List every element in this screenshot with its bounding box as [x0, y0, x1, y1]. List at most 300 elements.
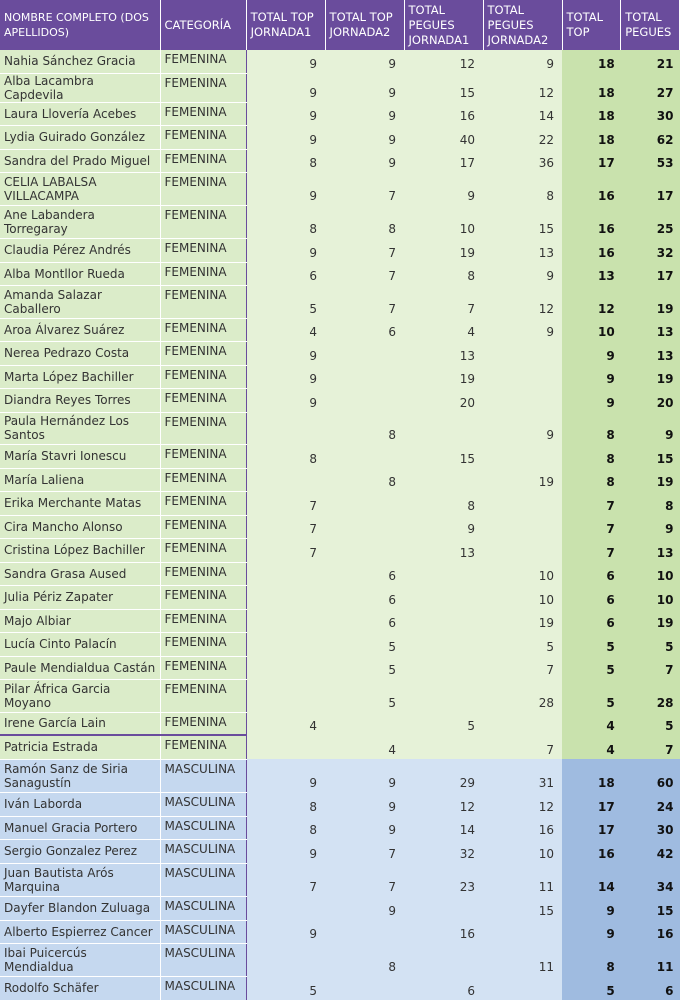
- pegues-jornada2: 19: [483, 468, 562, 491]
- top-jornada1: 7: [246, 538, 325, 562]
- player-name: Diandra Reyes Torres: [0, 388, 160, 412]
- pegues-jornada2: [483, 515, 562, 538]
- total-pegues: 53: [621, 149, 680, 172]
- player-name: Lucía Cinto Palacín: [0, 632, 160, 656]
- top-jornada1: 5: [246, 976, 325, 1000]
- table-row: [0, 262, 680, 285]
- total-top: 18: [562, 102, 621, 125]
- pegues-jornada2: [483, 712, 562, 735]
- table-row: [0, 839, 680, 863]
- pegues-jornada2: 12: [483, 73, 562, 102]
- top-jornada2: [325, 712, 404, 735]
- pegues-jornada2: [483, 388, 562, 412]
- table-row: [0, 205, 680, 238]
- total-pegues: 15: [621, 444, 680, 468]
- pegues-jornada1: [404, 896, 483, 920]
- top-jornada1: 7: [246, 515, 325, 538]
- pegues-jornada1: 12: [404, 792, 483, 816]
- top-jornada2: [325, 538, 404, 562]
- pegues-jornada1: 20: [404, 388, 483, 412]
- player-name: Cristina López Bachiller: [0, 538, 160, 562]
- player-name: Lydia Guirado González: [0, 125, 160, 149]
- player-category: MASCULINA: [160, 759, 246, 792]
- top-jornada2: 9: [325, 50, 404, 73]
- total-top: 9: [562, 920, 621, 943]
- total-top: 16: [562, 172, 621, 205]
- pegues-jornada2: [483, 444, 562, 468]
- total-top: 12: [562, 285, 621, 318]
- pegues-jornada1: 9: [404, 172, 483, 205]
- top-jornada1: 7: [246, 863, 325, 896]
- table-row: [0, 515, 680, 538]
- pegues-jornada1: [404, 412, 483, 444]
- pegues-jornada1: 10: [404, 205, 483, 238]
- header-categoria: CATEGORÍA: [160, 0, 246, 50]
- pegues-jornada2: [483, 365, 562, 388]
- top-jornada1: [246, 632, 325, 656]
- player-category: FEMENINA: [160, 712, 246, 735]
- pegues-jornada1: [404, 562, 483, 585]
- pegues-jornada2: 15: [483, 896, 562, 920]
- pegues-jornada2: 5: [483, 632, 562, 656]
- pegues-jornada1: 19: [404, 238, 483, 262]
- pegues-jornada2: [483, 976, 562, 1000]
- pegues-jornada1: 16: [404, 920, 483, 943]
- table-row: [0, 816, 680, 839]
- table-row: [0, 538, 680, 562]
- table-row: [0, 50, 680, 73]
- pegues-jornada2: 15: [483, 205, 562, 238]
- total-pegues: 19: [621, 285, 680, 318]
- player-category: FEMENINA: [160, 735, 246, 759]
- table-row: [0, 149, 680, 172]
- table-row: [0, 632, 680, 656]
- top-jornada2: 7: [325, 863, 404, 896]
- total-pegues: 62: [621, 125, 680, 149]
- table-row: [0, 285, 680, 318]
- player-name: Sergio Gonzalez Perez: [0, 839, 160, 863]
- pegues-jornada2: 36: [483, 149, 562, 172]
- table-row: [0, 609, 680, 632]
- top-jornada1: [246, 656, 325, 679]
- total-top: 9: [562, 896, 621, 920]
- total-pegues: 11: [621, 943, 680, 976]
- player-name: Aroa Álvarez Suárez: [0, 318, 160, 341]
- pegues-jornada2: 16: [483, 816, 562, 839]
- pegues-jornada1: 6: [404, 976, 483, 1000]
- player-category: FEMENINA: [160, 341, 246, 365]
- player-category: FEMENINA: [160, 515, 246, 538]
- total-pegues: 25: [621, 205, 680, 238]
- top-jornada1: [246, 585, 325, 609]
- top-jornada2: 9: [325, 896, 404, 920]
- pegues-jornada2: 12: [483, 792, 562, 816]
- pegues-jornada2: 12: [483, 285, 562, 318]
- total-pegues: 5: [621, 712, 680, 735]
- top-jornada2: 5: [325, 656, 404, 679]
- pegues-jornada1: 23: [404, 863, 483, 896]
- player-name: Ibai Puicercús Mendialdua: [0, 943, 160, 976]
- player-name: Laura Llovería Acebes: [0, 102, 160, 125]
- top-jornada2: [325, 444, 404, 468]
- top-jornada1: 9: [246, 102, 325, 125]
- total-top: 13: [562, 262, 621, 285]
- table-row: [0, 656, 680, 679]
- player-name: Ane Labandera Torregaray: [0, 205, 160, 238]
- top-jornada1: 9: [246, 839, 325, 863]
- player-name: Julia Périz Zapater: [0, 585, 160, 609]
- top-jornada1: 8: [246, 205, 325, 238]
- player-category: FEMENINA: [160, 149, 246, 172]
- pegues-jornada2: 13: [483, 238, 562, 262]
- table-row: [0, 735, 680, 759]
- player-name: Alberto Espierrez Cancer: [0, 920, 160, 943]
- table-row: [0, 102, 680, 125]
- top-jornada2: 6: [325, 318, 404, 341]
- top-jornada2: [325, 365, 404, 388]
- player-name: Erika Merchante Matas: [0, 491, 160, 515]
- pegues-jornada2: 31: [483, 759, 562, 792]
- top-jornada1: [246, 412, 325, 444]
- player-name: Alba Lacambra Capdevila: [0, 73, 160, 102]
- table-row: [0, 759, 680, 792]
- table-row: [0, 341, 680, 365]
- header-top-j2: TOTAL TOP JORNADA2: [325, 0, 404, 50]
- pegues-jornada2: 11: [483, 863, 562, 896]
- player-category: MASCULINA: [160, 816, 246, 839]
- pegues-jornada2: 10: [483, 585, 562, 609]
- pegues-jornada2: 8: [483, 172, 562, 205]
- pegues-jornada1: 29: [404, 759, 483, 792]
- table-row: [0, 920, 680, 943]
- table-row: [0, 412, 680, 444]
- total-top: 6: [562, 562, 621, 585]
- pegues-jornada1: 13: [404, 341, 483, 365]
- total-pegues: 17: [621, 172, 680, 205]
- pegues-jornada1: [404, 735, 483, 759]
- pegues-jornada2: 9: [483, 412, 562, 444]
- pegues-jornada1: [404, 632, 483, 656]
- top-jornada2: 7: [325, 238, 404, 262]
- pegues-jornada1: 16: [404, 102, 483, 125]
- player-name: Majo Albiar: [0, 609, 160, 632]
- total-top: 8: [562, 943, 621, 976]
- table-row: [0, 792, 680, 816]
- pegues-jornada1: 9: [404, 515, 483, 538]
- table-row: [0, 73, 680, 102]
- player-category: FEMENINA: [160, 491, 246, 515]
- total-pegues: 21: [621, 50, 680, 73]
- pegues-jornada1: 40: [404, 125, 483, 149]
- total-pegues: 17: [621, 262, 680, 285]
- top-jornada1: [246, 679, 325, 712]
- player-category: FEMENINA: [160, 285, 246, 318]
- table-body: [0, 50, 680, 1000]
- table-row: [0, 468, 680, 491]
- total-pegues: 19: [621, 609, 680, 632]
- player-category: MASCULINA: [160, 839, 246, 863]
- total-pegues: 13: [621, 538, 680, 562]
- table-row: [0, 562, 680, 585]
- player-name: Iván Laborda: [0, 792, 160, 816]
- top-jornada1: 4: [246, 318, 325, 341]
- table-row: [0, 444, 680, 468]
- header-row: [0, 0, 680, 50]
- player-category: FEMENINA: [160, 538, 246, 562]
- player-category: FEMENINA: [160, 562, 246, 585]
- player-name: Paula Hernández Los Santos: [0, 412, 160, 444]
- pegues-jornada2: 22: [483, 125, 562, 149]
- total-top: 5: [562, 679, 621, 712]
- player-name: Rodolfo Schäfer: [0, 976, 160, 1000]
- pegues-jornada1: 8: [404, 491, 483, 515]
- total-pegues: 16: [621, 920, 680, 943]
- player-name: Amanda Salazar Caballero: [0, 285, 160, 318]
- header-pegues-j1: TOTAL PEGUES JORNADA1: [404, 0, 483, 50]
- total-top: 6: [562, 609, 621, 632]
- player-category: FEMENINA: [160, 609, 246, 632]
- pegues-jornada1: 19: [404, 365, 483, 388]
- total-top: 7: [562, 491, 621, 515]
- total-pegues: 7: [621, 735, 680, 759]
- top-jornada1: [246, 943, 325, 976]
- player-category: FEMENINA: [160, 365, 246, 388]
- top-jornada1: [246, 735, 325, 759]
- top-jornada2: [325, 976, 404, 1000]
- table-row: [0, 172, 680, 205]
- total-pegues: 10: [621, 562, 680, 585]
- total-top: 8: [562, 468, 621, 491]
- top-jornada2: [325, 920, 404, 943]
- pegues-jornada1: [404, 656, 483, 679]
- table-row: [0, 679, 680, 712]
- top-jornada2: 4: [325, 735, 404, 759]
- player-category: MASCULINA: [160, 920, 246, 943]
- total-top: 17: [562, 792, 621, 816]
- top-jornada1: 9: [246, 388, 325, 412]
- top-jornada1: 9: [246, 759, 325, 792]
- top-jornada2: 5: [325, 679, 404, 712]
- top-jornada1: 9: [246, 125, 325, 149]
- table-row: [0, 238, 680, 262]
- pegues-jornada1: 13: [404, 538, 483, 562]
- total-pegues: 27: [621, 73, 680, 102]
- top-jornada1: 8: [246, 444, 325, 468]
- top-jornada2: 6: [325, 609, 404, 632]
- total-top: 16: [562, 238, 621, 262]
- player-category: MASCULINA: [160, 863, 246, 896]
- player-category: FEMENINA: [160, 125, 246, 149]
- total-top: 10: [562, 318, 621, 341]
- player-name: María Laliena: [0, 468, 160, 491]
- pegues-jornada1: [404, 468, 483, 491]
- total-top: 4: [562, 712, 621, 735]
- top-jornada2: 8: [325, 412, 404, 444]
- total-pegues: 10: [621, 585, 680, 609]
- header-pegues-j2: TOTAL PEGUES JORNADA2: [483, 0, 562, 50]
- header-nombre: NOMBRE COMPLETO (DOS APELLIDOS): [0, 0, 160, 50]
- top-jornada2: 9: [325, 125, 404, 149]
- total-pegues: 28: [621, 679, 680, 712]
- total-top: 18: [562, 125, 621, 149]
- player-name: María Stavri Ionescu: [0, 444, 160, 468]
- pegues-jornada2: 9: [483, 50, 562, 73]
- pegues-jornada1: 8: [404, 262, 483, 285]
- total-top: 14: [562, 863, 621, 896]
- player-category: MASCULINA: [160, 976, 246, 1000]
- top-jornada1: 8: [246, 816, 325, 839]
- pegues-jornada1: [404, 943, 483, 976]
- player-name: Dayfer Blandon Zuluaga: [0, 896, 160, 920]
- total-pegues: 34: [621, 863, 680, 896]
- top-jornada1: 9: [246, 920, 325, 943]
- top-jornada2: 8: [325, 943, 404, 976]
- player-name: Irene García Lain: [0, 712, 160, 735]
- top-jornada1: [246, 609, 325, 632]
- top-jornada1: 5: [246, 285, 325, 318]
- player-category: FEMENINA: [160, 73, 246, 102]
- total-pegues: 19: [621, 365, 680, 388]
- player-category: FEMENINA: [160, 102, 246, 125]
- player-category: FEMENINA: [160, 656, 246, 679]
- total-top: 8: [562, 412, 621, 444]
- top-jornada2: 9: [325, 102, 404, 125]
- pegues-jornada2: [483, 491, 562, 515]
- table-row: [0, 896, 680, 920]
- total-top: 4: [562, 735, 621, 759]
- top-jornada1: 8: [246, 792, 325, 816]
- total-pegues: 60: [621, 759, 680, 792]
- table-row: [0, 318, 680, 341]
- top-jornada2: 8: [325, 468, 404, 491]
- total-top: 7: [562, 538, 621, 562]
- top-jornada2: 7: [325, 262, 404, 285]
- pegues-jornada1: [404, 609, 483, 632]
- player-category: FEMENINA: [160, 679, 246, 712]
- top-jornada1: [246, 896, 325, 920]
- pegues-jornada1: 32: [404, 839, 483, 863]
- top-jornada2: [325, 515, 404, 538]
- total-top: 9: [562, 365, 621, 388]
- player-name: Juan Bautista Arós Marquina: [0, 863, 160, 896]
- player-name: Cira Mancho Alonso: [0, 515, 160, 538]
- player-category: FEMENINA: [160, 412, 246, 444]
- pegues-jornada1: [404, 585, 483, 609]
- total-top: 7: [562, 515, 621, 538]
- top-jornada2: 6: [325, 585, 404, 609]
- player-category: FEMENINA: [160, 50, 246, 73]
- total-top: 5: [562, 632, 621, 656]
- total-top: 16: [562, 839, 621, 863]
- pegues-jornada1: 7: [404, 285, 483, 318]
- player-category: MASCULINA: [160, 896, 246, 920]
- top-jornada1: 9: [246, 50, 325, 73]
- total-top: 17: [562, 816, 621, 839]
- total-top: 5: [562, 656, 621, 679]
- top-jornada2: 5: [325, 632, 404, 656]
- total-top: 18: [562, 759, 621, 792]
- top-jornada2: [325, 491, 404, 515]
- top-jornada1: 9: [246, 238, 325, 262]
- total-pegues: 13: [621, 318, 680, 341]
- pegues-jornada2: 14: [483, 102, 562, 125]
- pegues-jornada2: 10: [483, 562, 562, 585]
- top-jornada1: 6: [246, 262, 325, 285]
- total-top: 18: [562, 50, 621, 73]
- table-row: [0, 365, 680, 388]
- pegues-jornada1: 17: [404, 149, 483, 172]
- total-pegues: 15: [621, 896, 680, 920]
- top-jornada1: 9: [246, 341, 325, 365]
- total-pegues: 32: [621, 238, 680, 262]
- pegues-jornada1: 15: [404, 444, 483, 468]
- top-jornada2: 9: [325, 73, 404, 102]
- top-jornada2: [325, 341, 404, 365]
- pegues-jornada2: 28: [483, 679, 562, 712]
- player-name: Sandra Grasa Aused: [0, 562, 160, 585]
- header-total-top: TOTAL TOP: [562, 0, 621, 50]
- total-pegues: 30: [621, 816, 680, 839]
- pegues-jornada1: 15: [404, 73, 483, 102]
- pegues-jornada1: [404, 679, 483, 712]
- total-pegues: 9: [621, 412, 680, 444]
- pegues-jornada2: 9: [483, 318, 562, 341]
- top-jornada1: 4: [246, 712, 325, 735]
- total-pegues: 24: [621, 792, 680, 816]
- player-category: MASCULINA: [160, 943, 246, 976]
- total-pegues: 9: [621, 515, 680, 538]
- pegues-jornada1: 5: [404, 712, 483, 735]
- player-name: CELIA LABALSA VILLACAMPA: [0, 172, 160, 205]
- pegues-jornada2: 7: [483, 656, 562, 679]
- table-row: [0, 585, 680, 609]
- top-jornada2: 7: [325, 172, 404, 205]
- player-name: Paule Mendialdua Castán: [0, 656, 160, 679]
- pegues-jornada1: 4: [404, 318, 483, 341]
- total-pegues: 30: [621, 102, 680, 125]
- player-name: Nahia Sánchez Gracia: [0, 50, 160, 73]
- total-top: 18: [562, 73, 621, 102]
- table-row: [0, 976, 680, 1000]
- player-name: Pilar África Garcia Moyano: [0, 679, 160, 712]
- player-category: FEMENINA: [160, 238, 246, 262]
- total-top: 9: [562, 388, 621, 412]
- top-jornada1: 9: [246, 73, 325, 102]
- player-name: Nerea Pedrazo Costa: [0, 341, 160, 365]
- top-jornada2: 9: [325, 759, 404, 792]
- player-category: FEMENINA: [160, 444, 246, 468]
- top-jornada2: 7: [325, 839, 404, 863]
- top-jornada1: [246, 562, 325, 585]
- header-total-pegues: TOTAL PEGUES: [621, 0, 680, 50]
- table-row: [0, 491, 680, 515]
- pegues-jornada2: 19: [483, 609, 562, 632]
- top-jornada2: 6: [325, 562, 404, 585]
- player-name: Patricia Estrada: [0, 735, 160, 759]
- table-row: [0, 125, 680, 149]
- total-pegues: 7: [621, 656, 680, 679]
- player-name: Marta López Bachiller: [0, 365, 160, 388]
- top-jornada1: 8: [246, 149, 325, 172]
- table-row: [0, 943, 680, 976]
- total-top: 5: [562, 976, 621, 1000]
- pegues-jornada2: [483, 341, 562, 365]
- total-pegues: 6: [621, 976, 680, 1000]
- player-category: FEMENINA: [160, 262, 246, 285]
- total-pegues: 5: [621, 632, 680, 656]
- player-category: FEMENINA: [160, 468, 246, 491]
- total-pegues: 19: [621, 468, 680, 491]
